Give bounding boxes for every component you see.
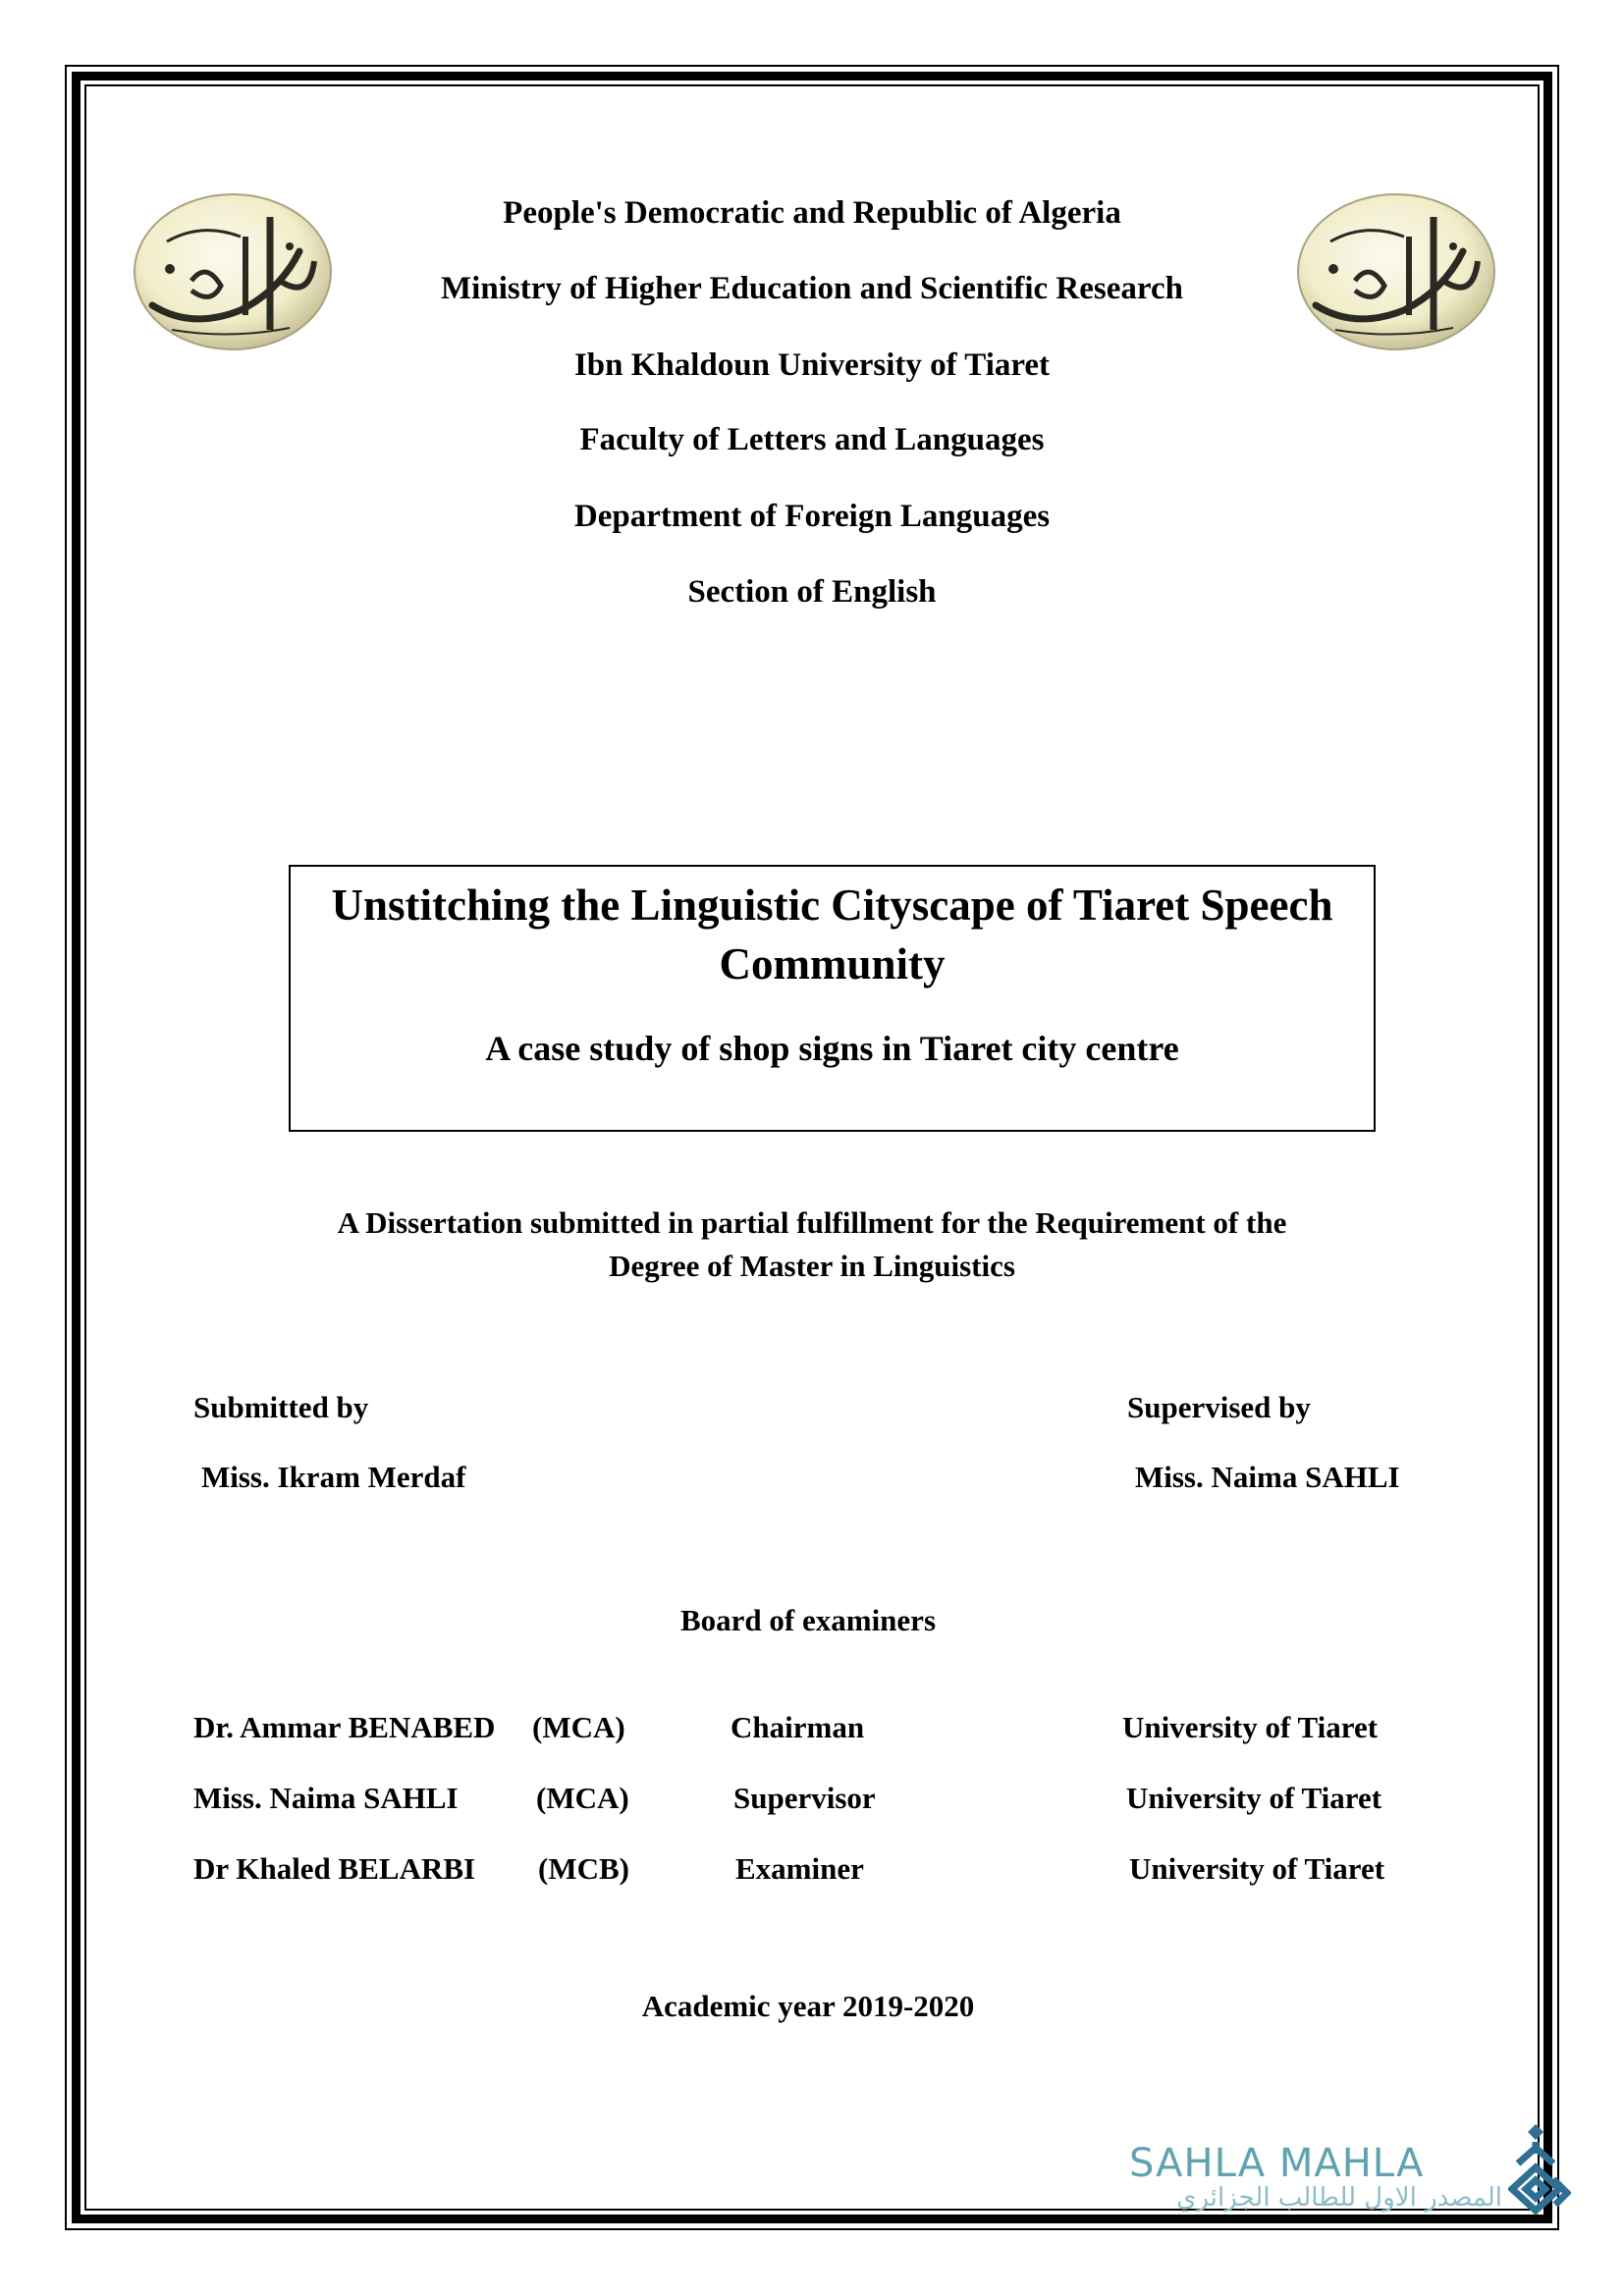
examiner-rank: (MCA) <box>532 1710 625 1744</box>
examiner-rank: (MCA) <box>536 1781 629 1815</box>
examiner-role: Supervisor <box>733 1781 876 1815</box>
examiner-name: Miss. Naima SAHLI <box>193 1781 459 1815</box>
thesis-subtitle: A case study of shop signs in Tiaret city centre <box>485 1029 1179 1068</box>
board-heading: Board of examiners <box>679 1603 937 1637</box>
header-section: Section of English <box>687 574 937 610</box>
examiner-institution: University of Tiaret <box>1126 1781 1382 1815</box>
examiner-role: Chairman <box>731 1710 865 1744</box>
supervised-by-label: Supervised by <box>1127 1390 1311 1424</box>
dissertation-statement-line2: Degree of Master in Linguistics <box>609 1249 1015 1283</box>
submitted-by-label: Submitted by <box>193 1390 369 1424</box>
dissertation-statement-line1: A Dissertation submitted in partial fulfillment for the Requirement of the <box>337 1205 1287 1240</box>
watermark-brand: SAHLA MAHLA <box>1129 2141 1425 2186</box>
header-ministry: Ministry of Higher Education and Scientific Research <box>441 271 1183 306</box>
watermark-tagline: المصدر الاول للطالب الجزائري <box>1176 2183 1502 2213</box>
examiner-role: Examiner <box>735 1851 864 1886</box>
examiner-name: Dr Khaled BELARBI <box>193 1851 476 1886</box>
examiner-name: Dr. Ammar BENABED <box>193 1710 496 1744</box>
thesis-title-line2: Community <box>719 939 946 988</box>
thesis-title-line1: Unstitching the Linguistic Cityscape of Tiaret Speech <box>331 881 1333 930</box>
header-country: People's Democratic and Republic of Algeria <box>503 195 1121 231</box>
sahla-mahla-logo-icon <box>1508 2120 1571 2218</box>
submitted-by-name: Miss. Ikram Merdaf <box>201 1460 466 1494</box>
header-university: Ibn Khaldoun University of Tiaret <box>573 347 1051 383</box>
header-faculty: Faculty of Letters and Languages <box>579 422 1045 457</box>
academic-year: Academic year 2019-2020 <box>641 1989 975 2023</box>
examiner-institution: University of Tiaret <box>1122 1710 1379 1744</box>
supervised-by-name: Miss. Naima SAHLI <box>1135 1460 1400 1494</box>
examiner-rank: (MCB) <box>538 1851 629 1886</box>
page-border-inner <box>84 84 1540 2211</box>
header-department: Department of Foreign Languages <box>573 499 1051 534</box>
examiner-institution: University of Tiaret <box>1129 1851 1385 1886</box>
